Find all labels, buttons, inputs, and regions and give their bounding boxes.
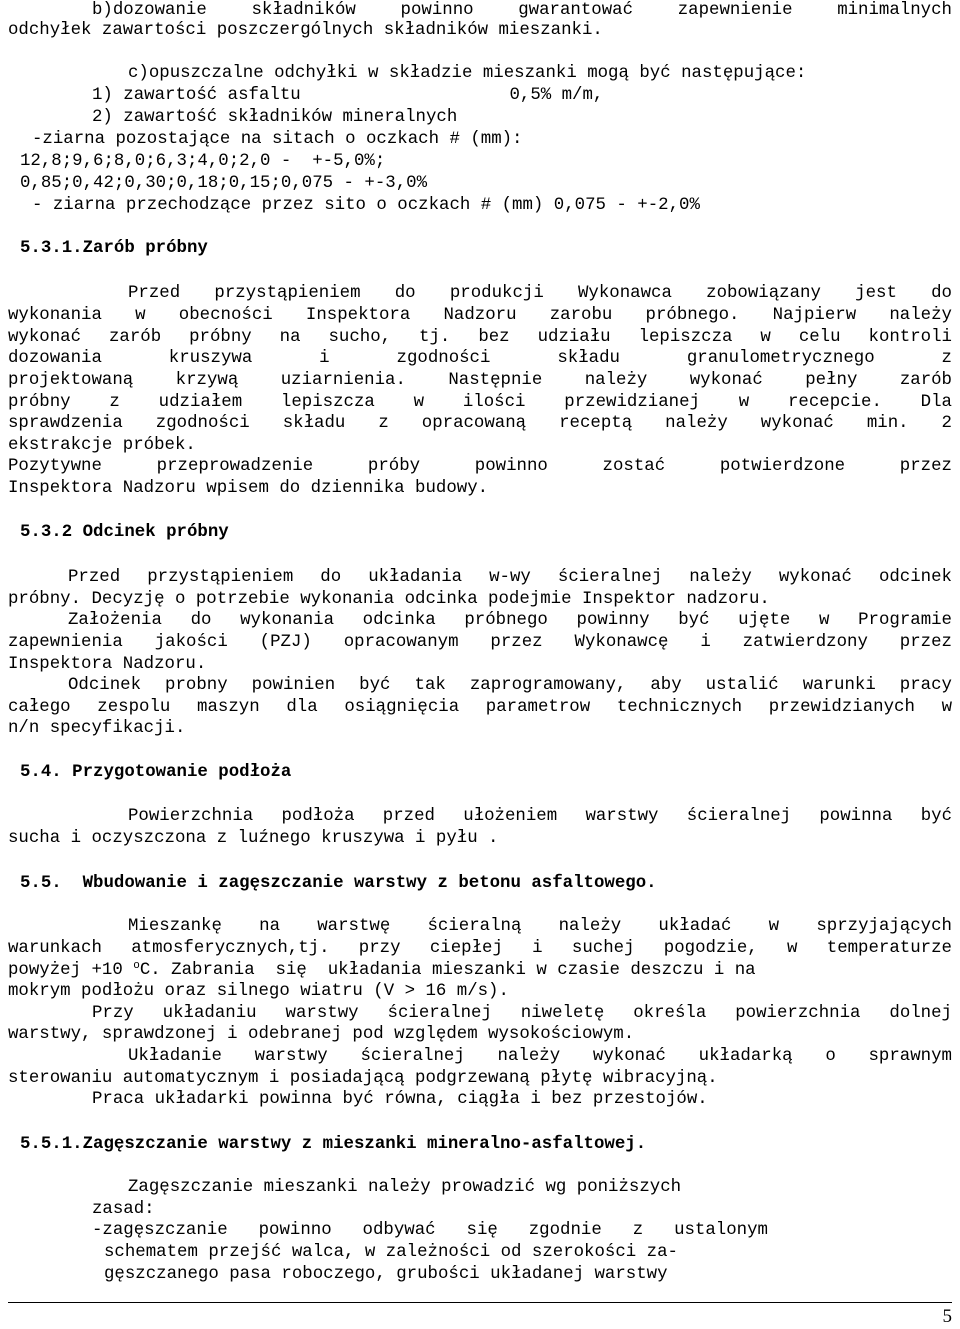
text-line: n/n specyfikacji. bbox=[8, 719, 186, 738]
page-number: 5 bbox=[942, 1306, 952, 1327]
text-line: ekstrakcje próbek. bbox=[8, 436, 196, 455]
text-line: sprawdzenia zgodności składu z opracowaną receptą należy wykonać min. 2 bbox=[8, 414, 952, 433]
text-line: -ziarna pozostające na sitach o oczkach # (mm): bbox=[32, 130, 523, 149]
text-line: Praca układarki powinna być równa, ciągła i bez przestojów. bbox=[92, 1090, 708, 1109]
text-line: projektowaną krzywą uziarnienia. Następnie należy wykonać pełny zarób bbox=[8, 371, 952, 390]
text-line: Odcinek probny powinien być tak zaprogramowany, aby ustalić warunki pracy bbox=[68, 676, 952, 695]
text-line: Zagęszczanie mieszanki należy prowadzić wg poniższych bbox=[128, 1178, 682, 1197]
text-line: schematem przejść walca, w zależności od szerokości za- bbox=[104, 1243, 678, 1262]
text-line: sucha i oczyszczona z luźnego kruszywa i pyłu . bbox=[8, 829, 499, 848]
text-line: zapewnienia jakości (PZJ) opracowanym przez Wykonawcę i zatwierdzony przez bbox=[8, 633, 952, 652]
text-line: próbny. Decyzję o potrzebie wykonania odcinka podejmie Inspektor nadzoru. bbox=[8, 590, 770, 609]
text-line: Mieszankę na warstwę ścieralną należy układać w sprzyjających bbox=[128, 917, 952, 936]
text-line: mokrym podłożu oraz silnego wiatru (V > 16 m/s). bbox=[8, 982, 509, 1001]
text-line: Powierzchnia podłoża przed ułożeniem warstwy ścieralnej powinna być bbox=[128, 807, 952, 826]
footer-rule bbox=[8, 1302, 952, 1303]
text-line: warstwy, sprawdzonej i odebranej pod względem wysokościowym. bbox=[8, 1025, 635, 1044]
text-line: b)dozowanie składników powinno gwarantować zapewnienie minimalnych bbox=[92, 1, 952, 20]
section-heading: 5.3.1.Zarób próbny bbox=[20, 239, 208, 258]
text-line: zasad: bbox=[92, 1200, 155, 1219]
text-line: odchyłek zawartości poszczergólnych składników mieszanki. bbox=[8, 21, 603, 40]
text-line: Pozytywne przeprowadzenie próby powinno zostać potwierdzone przez bbox=[8, 457, 952, 476]
text-line: - ziarna przechodzące przez sito o oczkach # (mm) 0,075 - +-2,0% bbox=[32, 196, 700, 215]
text-line: sterowaniu automatycznym i posiadającą podgrzewaną płytę wibracyjną. bbox=[8, 1069, 718, 1088]
text-line: warunkach atmosferycznych,tj. przy ciepłej i suchej pogodzie, w temperaturze bbox=[8, 939, 952, 958]
text-line: Założenia do wykonania odcinka próbnego powinny być ujęte w Programie bbox=[68, 611, 952, 630]
section-heading: 5.5.1.Zagęszczanie warstwy z mieszanki mineralno-asfaltowej. bbox=[20, 1135, 647, 1154]
text-line: c)opuszczalne odchyłki w składzie mieszanki mogą być następujące: bbox=[128, 64, 807, 83]
text-line: 1) zawartość asfaltu 0,5% m/m, bbox=[92, 86, 604, 105]
text-line: Przed przystąpieniem do produkcji Wykonawca zobowiązany jest do bbox=[128, 284, 952, 303]
text-line: powyżej +10 $^o$C. Zabrania się układania mieszanki w czasie deszczu i na bbox=[8, 960, 756, 980]
section-heading: 5.4. Przygotowanie podłoża bbox=[20, 763, 292, 782]
text-line: 0,85;0,42;0,30;0,18;0,15;0,075 - +-3,0% bbox=[20, 174, 428, 193]
text-line: próbny z udziałem lepiszcza w ilości przewidzianej w recepcie. Dla bbox=[8, 393, 952, 412]
text-line: 12,8;9,6;8,0;6,3;4,0;2,0 - +-5,0%; bbox=[20, 152, 386, 171]
text-line: gęszczanego pasa roboczego, grubości układanej warstwy bbox=[104, 1265, 668, 1284]
text-line: Przed przystąpieniem do układania w-wy ścieralnej należy wykonać odcinek bbox=[68, 568, 952, 587]
text-line: Przy układaniu warstwy ścieralnej niweletę określa powierzchnia dolnej bbox=[92, 1004, 952, 1023]
text-line: wykonać zarób próbny na sucho, tj. bez udziału lepiszcza w celu kontroli bbox=[8, 328, 952, 347]
text-line: całego zespolu maszyn dla osiągnięcia parametrow technicznych przewidzianych w bbox=[8, 698, 952, 717]
degree-superscript: o bbox=[133, 960, 140, 972]
text-line: Inspektora Nadzoru wpisem do dziennika budowy. bbox=[8, 479, 489, 498]
text-line: wykonania w obecności Inspektora Nadzoru zarobu próbnego. Najpierw należy bbox=[8, 306, 952, 325]
section-heading: 5.3.2 Odcinek próbny bbox=[20, 523, 229, 542]
text-line: Inspektora Nadzoru. bbox=[8, 655, 207, 674]
section-heading: 5.5. Wbudowanie i zagęszczanie warstwy z betonu asfaltowego. bbox=[20, 874, 657, 893]
text-line: 2) zawartość składników mineralnych bbox=[92, 108, 458, 127]
text-line: dozowania kruszywa i zgodności składu granulometrycznego z bbox=[8, 349, 952, 368]
text-line: Układanie warstwy ścieralnej należy wykonać układarką o sprawnym bbox=[128, 1047, 952, 1066]
text-line: -zagęszczanie powinno odbywać się zgodnie z ustalonym bbox=[92, 1221, 768, 1240]
